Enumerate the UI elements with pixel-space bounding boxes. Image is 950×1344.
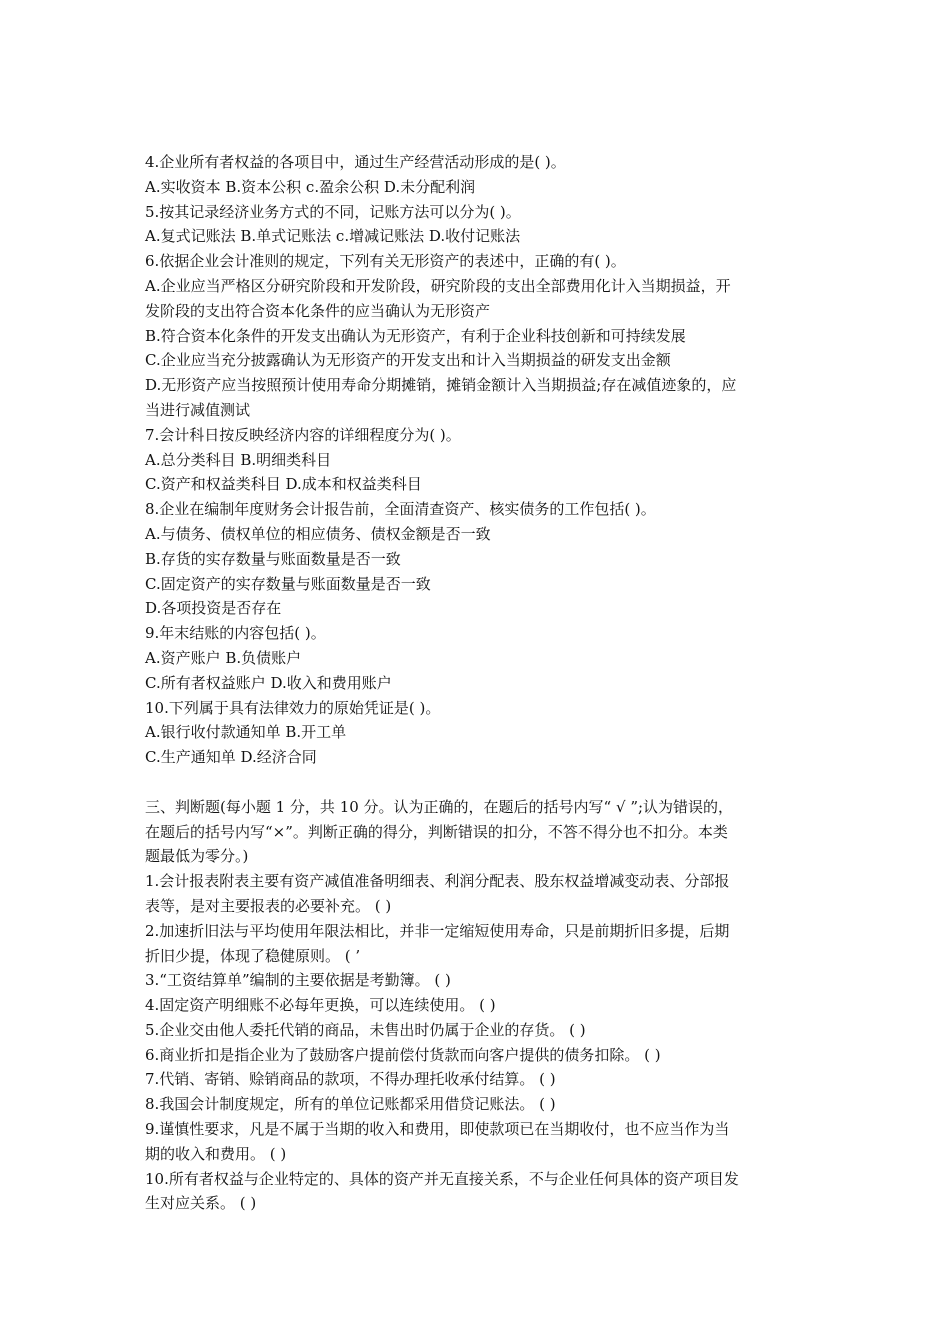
question-9: 9.年末结账的内容包括( )。 bbox=[145, 624, 326, 643]
judgment-9-line2: 期的收入和费用。 ( ) bbox=[145, 1144, 287, 1163]
judgment-3: 3.“工资结算单”编制的主要依据是考勤簿。 ( ) bbox=[145, 971, 451, 990]
multiple-choice-section bbox=[145, 150, 810, 770]
question-8-option-d: D.各项投资是否存在 bbox=[145, 599, 282, 618]
section3-heading-line3: 题最低为零分。) bbox=[145, 847, 249, 866]
judgment-2-line2: 折旧少提，体现了稳健原则。 ( ’ bbox=[145, 946, 361, 965]
section3-heading-line1: 三、判断题(每小题 1 分，共 10 分。认为正确的，在题后的括号内写“ √ ”;认为错误的， bbox=[145, 797, 734, 816]
judgment-7: 7.代销、寄销、赊销商品的款项，不得办理托收承付结算。 ( ) bbox=[145, 1070, 556, 1089]
judgment-1-line2: 表等，是对主要报表的必要补充。 ( ) bbox=[145, 896, 392, 915]
section-gap bbox=[145, 770, 810, 795]
question-7: 7.会计科日按反映经济内容的详细程度分为( )。 bbox=[145, 425, 461, 444]
question-5-options: A.复式记账法 B.单式记账法 c.增减记账法 D.收付记账法 bbox=[145, 227, 521, 246]
question-9-options-ab: A.资产账户 B.负债账户 bbox=[145, 648, 302, 667]
judgment-10-line2: 生对应关系。 ( ) bbox=[145, 1194, 257, 1213]
question-8-option-c: C.固定资产的实存数量与账面数量是否一致 bbox=[145, 574, 431, 593]
question-6-option-a-line1: A.企业应当严格区分研究阶段和开发阶段，研究阶段的支出全部费用化计入当期损益，开 bbox=[145, 276, 731, 295]
judgment-8: 8.我国会计制度规定，所有的单位记账都采用借贷记账法。 ( ) bbox=[145, 1095, 556, 1114]
question-7-options-cd: C.资产和权益类科目 D.成本和权益类科目 bbox=[145, 475, 422, 494]
question-10: 10.下列属于具有法律效力的原始凭证是( )。 bbox=[145, 698, 441, 717]
judgment-1-line1: 1.会计报表附表主要有资产减值准备明细表、利润分配表、股东权益增减变动表、分部报 bbox=[145, 872, 730, 891]
judgment-5: 5.企业交由他人委托代销的商品，未售出时仍属于企业的存货。 ( ) bbox=[145, 1020, 586, 1039]
question-6: 6.依据企业会计准则的规定，下列有关无形资产的表述中，正确的有( )。 bbox=[145, 252, 626, 271]
question-4: 4.企业所有者权益的各项目中，通过生产经营活动形成的是( )。 bbox=[145, 153, 566, 171]
judgment-2-line1: 2.加速折旧法与平均使用年限法相比，并非一定缩短使用寿命，只是前期折旧多提，后期 bbox=[145, 921, 730, 940]
question-6-option-c: C.企业应当充分披露确认为无形资产的开发支出和计入当期损益的研发支出金额 bbox=[145, 351, 671, 370]
question-10-options-ab: A.银行收付款通知单 B.开工单 bbox=[145, 723, 347, 742]
question-5: 5.按其记录经济业务方式的不同，记账方法可以分为( )。 bbox=[145, 202, 521, 221]
question-6-option-a-line2: 发阶段的支出符合资本化条件的应当确认为无形资产 bbox=[145, 301, 491, 320]
question-8-option-a: A.与债务、债权单位的相应债务、债权金额是否一致 bbox=[145, 524, 491, 543]
question-7-options-ab: A.总分类科目 B.明细类科目 bbox=[145, 450, 332, 469]
true-false-section bbox=[145, 795, 810, 1217]
question-10-options-cd: C.生产通知单 D.经济合同 bbox=[145, 748, 317, 767]
judgment-4: 4.固定资产明细账不必每年更换，可以连续使用。 ( ) bbox=[145, 996, 496, 1015]
question-9-options-cd: C.所有者权益账户 D.收入和费用账户 bbox=[145, 673, 392, 692]
question-6-option-d-line2: 当进行减值测试 bbox=[145, 400, 251, 419]
question-6-option-b: B.符合资本化条件的开发支出确认为无形资产，有利于企业科技创新和可持续发展 bbox=[145, 326, 686, 345]
question-8-option-b: B.存货的实存数量与账面数量是否一致 bbox=[145, 549, 401, 568]
question-8: 8.企业在编制年度财务会计报告前，全面清查资产、核实债务的工作包括( )。 bbox=[145, 500, 656, 519]
document-page bbox=[145, 150, 810, 1216]
question-6-option-d-line1: D.无形资产应当按照预计使用寿命分期摊销，摊销金额计入当期损益;存在减值迹象的，应 bbox=[145, 376, 737, 395]
section3-heading-line2: 在题后的括号内写“×”。判断正确的得分，判断错误的扣分，不答不得分也不扣分。本类 bbox=[145, 822, 728, 841]
judgment-10-line1: 10.所有者权益与企业特定的、具体的资产并无直接关系，不与企业任何具体的资产项目发 bbox=[145, 1169, 739, 1188]
judgment-6: 6.商业折扣是指企业为了鼓励客户提前偿付货款而向客户提供的债务扣除。 ( ) bbox=[145, 1045, 661, 1064]
judgment-9-line1: 9.谨慎性要求，凡是不属于当期的收入和费用，即使款项已在当期收付，也不应当作为当 bbox=[145, 1120, 730, 1139]
question-4-options: A.实收资本 B.资本公积 c.盈余公积 D.未分配利润 bbox=[145, 177, 476, 196]
